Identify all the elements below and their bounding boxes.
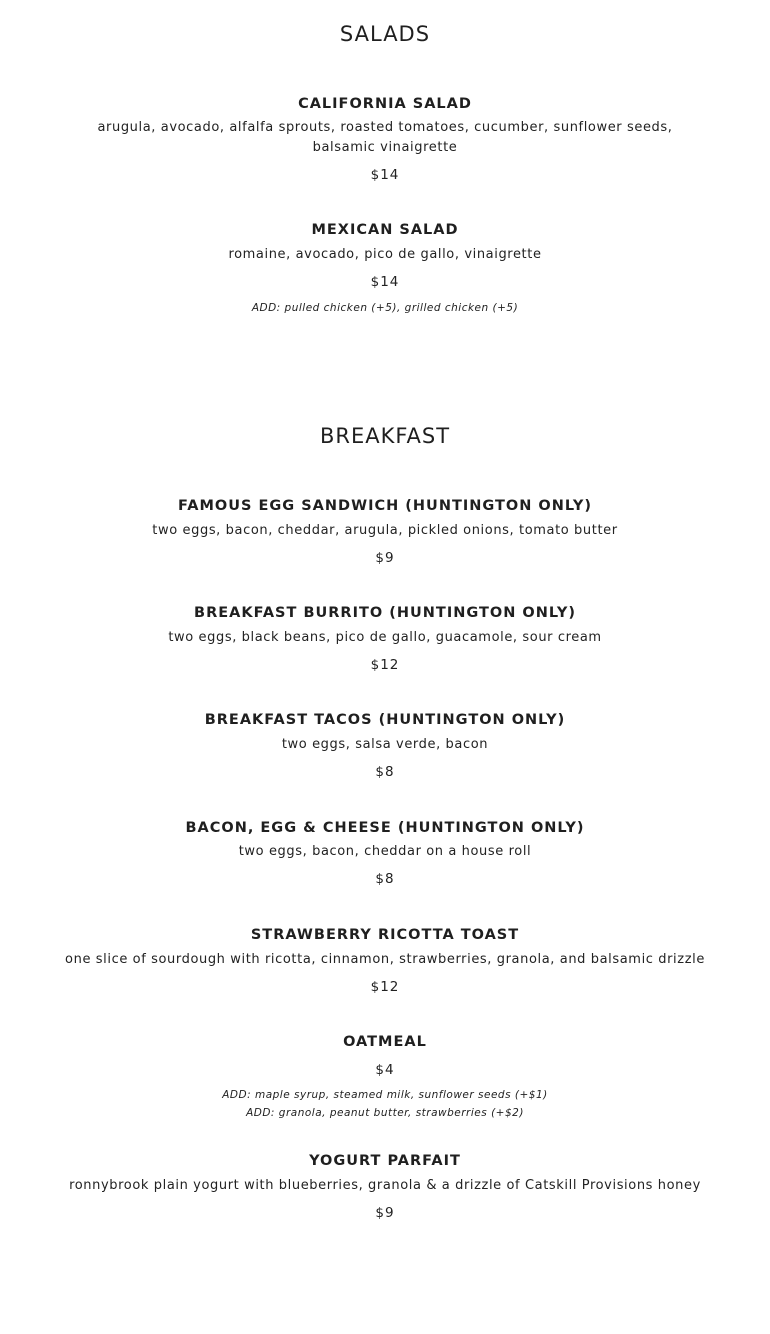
section-title-salads: SALADS — [339, 22, 431, 46]
item-addon-mexican-salad: ADD: pulled chicken (+5), grilled chicken (+5) — [251, 302, 519, 314]
item-name-strawberry-ricotta-toast: STRAWBERRY RICOTTA TOAST — [250, 927, 520, 943]
section-title-breakfast: BREAKFAST — [319, 424, 451, 448]
item-addon-oatmeal-2: ADD: granola, peanut butter, strawberries (+$2) — [246, 1107, 524, 1119]
item-price-mexican-salad: $14 — [370, 274, 400, 290]
item-price-yogurt-parfait: $9 — [375, 1205, 395, 1221]
item-price-breakfast-tacos: $8 — [375, 764, 395, 780]
item-name-oatmeal: OATMEAL — [343, 1034, 427, 1050]
item-addon-oatmeal-1: ADD: maple syrup, steamed milk, sunflower seeds (+$1) — [222, 1089, 548, 1101]
item-name-california-salad: CALIFORNIA SALAD — [298, 96, 472, 112]
item-price-california-salad: $14 — [370, 167, 400, 183]
item-description-california-salad: arugula, avocado, alfalfa sprouts, roasted tomatoes, cucumber, sunflower seeds, balsamic vinaigrette — [97, 120, 673, 155]
item-price-famous-egg-sandwich: $9 — [375, 550, 395, 566]
item-description-famous-egg-sandwich: two eggs, bacon, cheddar, arugula, pickled onions, tomato butter — [152, 523, 618, 538]
item-description-strawberry-ricotta-toast: one slice of sourdough with ricotta, cinnamon, strawberries, granola, and balsamic drizzle — [65, 952, 705, 967]
item-description-breakfast-tacos: two eggs, salsa verde, bacon — [281, 737, 489, 752]
item-name-breakfast-tacos: BREAKFAST TACOS (HUNTINGTON ONLY) — [204, 712, 566, 728]
item-name-breakfast-burrito: BREAKFAST BURRITO (HUNTINGTON ONLY) — [194, 605, 576, 621]
item-name-yogurt-parfait: YOGURT PARFAIT — [309, 1153, 461, 1169]
item-name-bacon-egg-cheese: BACON, EGG & CHEESE (HUNTINGTON ONLY) — [185, 820, 585, 836]
item-price-oatmeal: $4 — [375, 1062, 395, 1078]
item-name-mexican-salad: MEXICAN SALAD — [311, 222, 459, 238]
item-name-famous-egg-sandwich: FAMOUS EGG SANDWICH (HUNTINGTON ONLY) — [178, 498, 592, 514]
item-price-bacon-egg-cheese: $8 — [375, 871, 395, 887]
item-description-yogurt-parfait: ronnybrook plain yogurt with blueberries, granola & a drizzle of Catskill Provisions honey — [69, 1178, 701, 1193]
item-description-mexican-salad: romaine, avocado, pico de gallo, vinaigrette — [228, 247, 542, 262]
item-price-strawberry-ricotta-toast: $12 — [370, 979, 400, 995]
item-description-breakfast-burrito: two eggs, black beans, pico de gallo, guacamole, sour cream — [168, 630, 602, 645]
item-description-bacon-egg-cheese: two eggs, bacon, cheddar on a house roll — [238, 844, 532, 859]
item-price-breakfast-burrito: $12 — [370, 657, 400, 673]
